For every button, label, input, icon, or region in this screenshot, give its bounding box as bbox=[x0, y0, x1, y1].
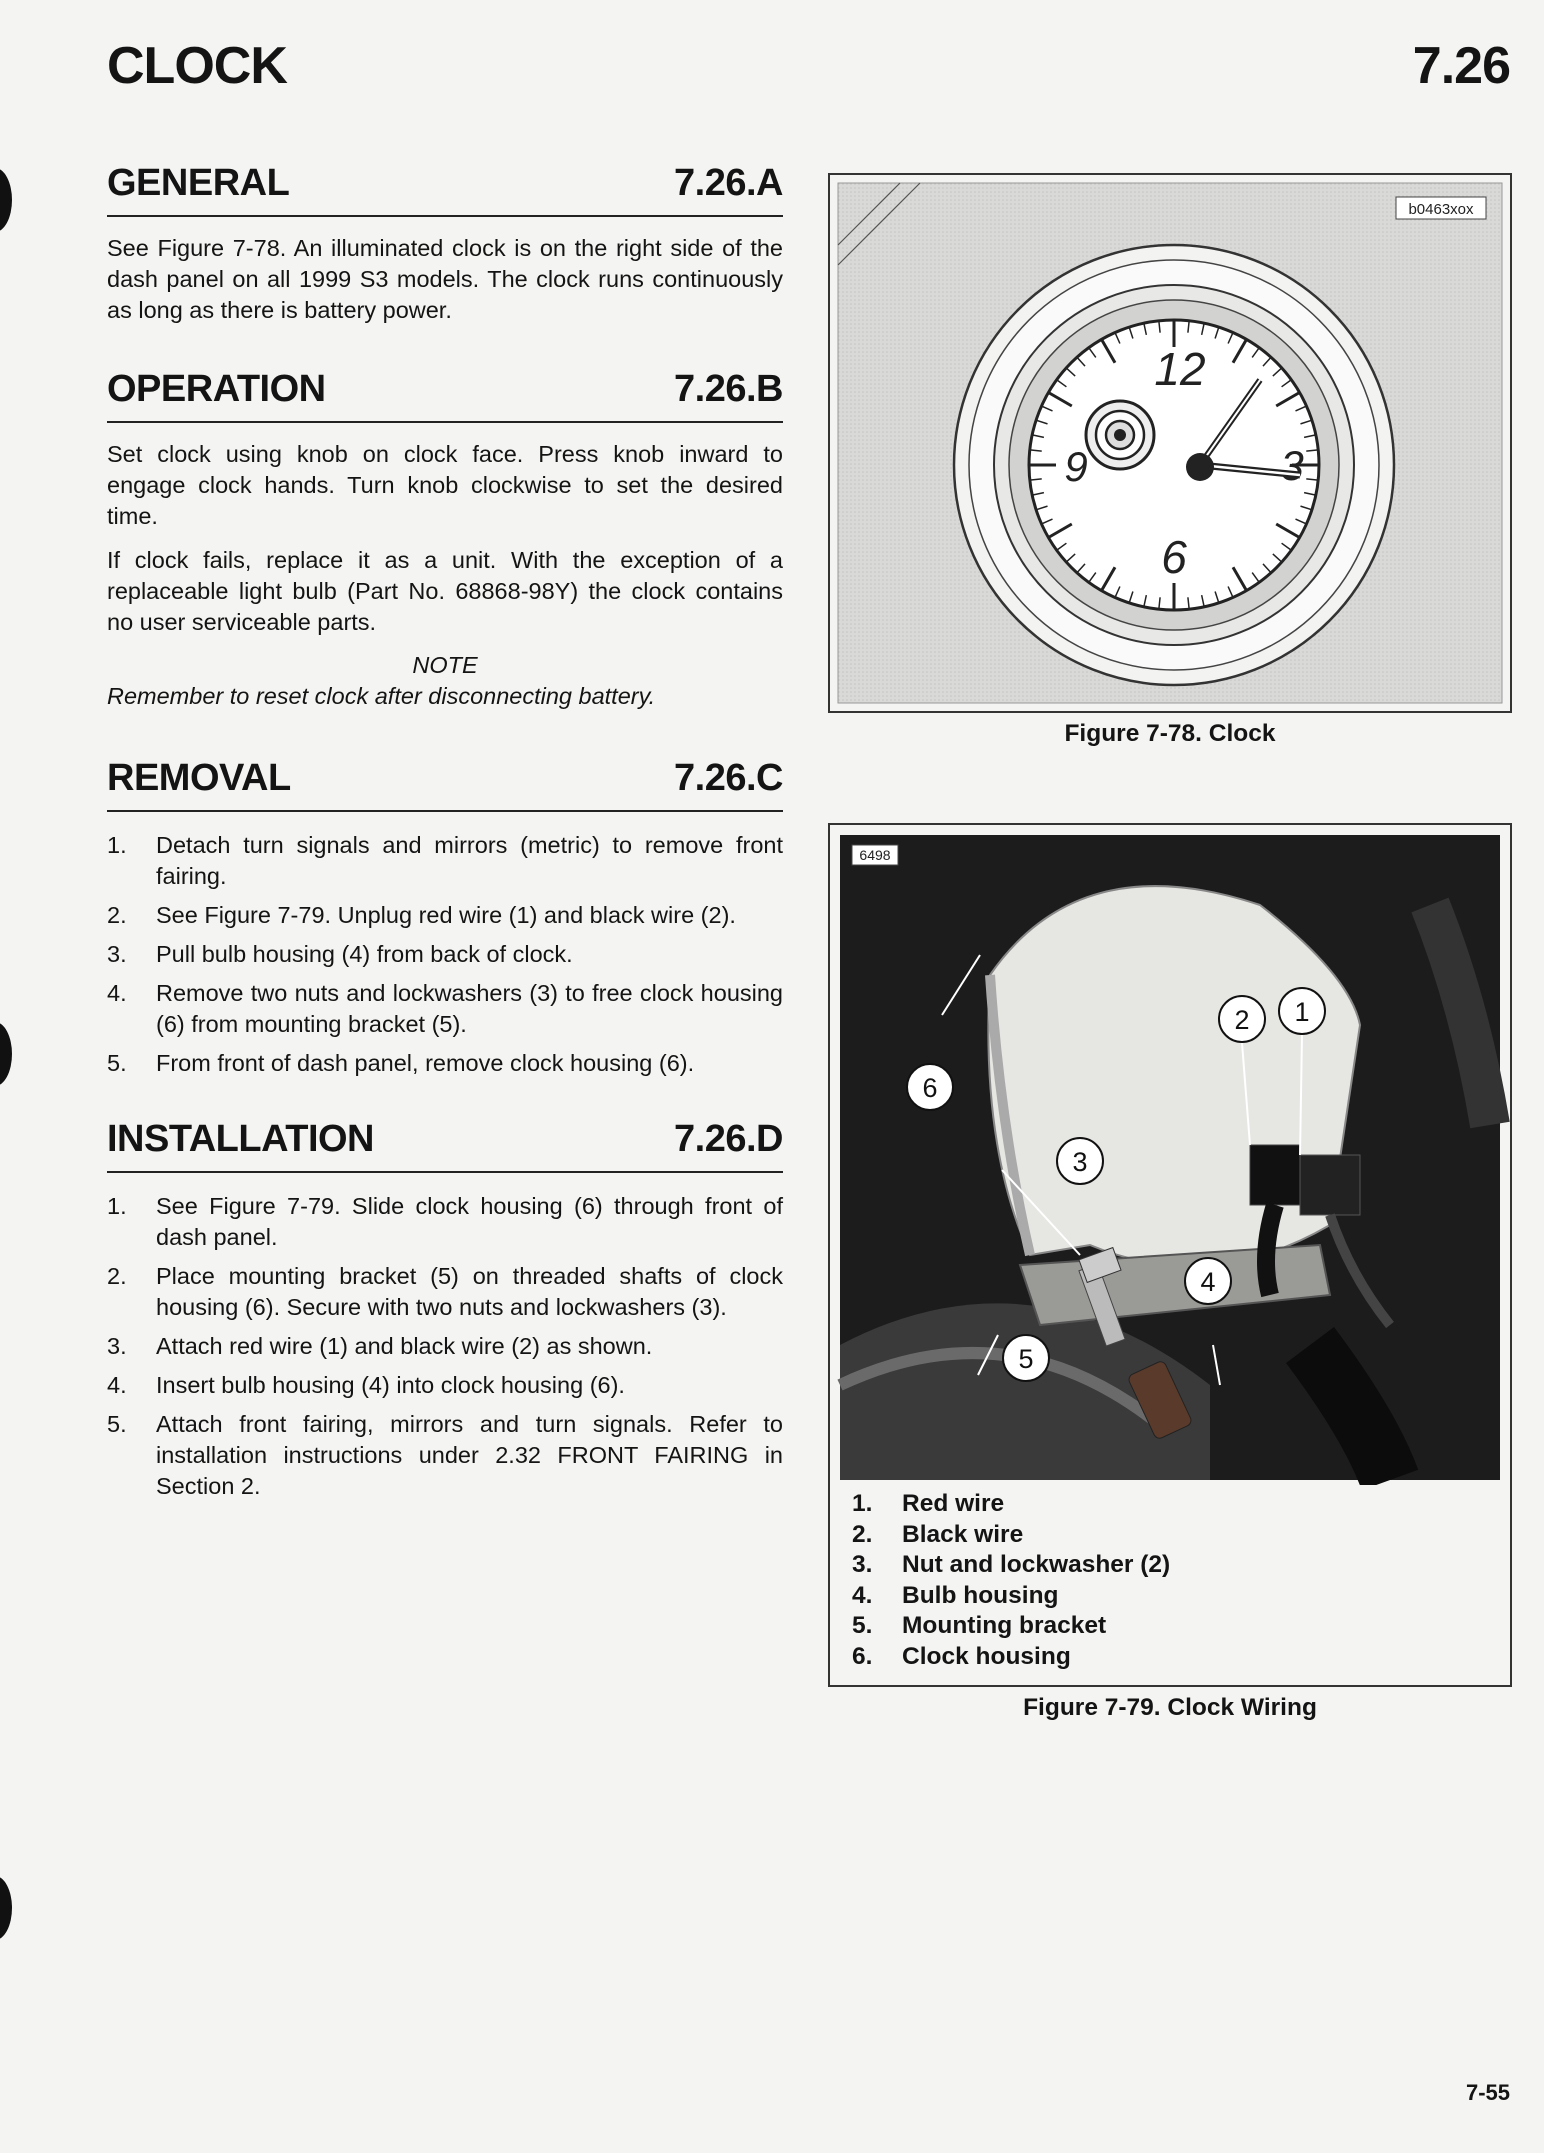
section-heading: GENERAL bbox=[107, 162, 290, 204]
figure-caption: Figure 7-79. Clock Wiring bbox=[1023, 1694, 1317, 1721]
step-text: Remove two nuts and lockwashers (3) to free clock housing (6) from mounting bracket (5). bbox=[156, 980, 783, 1037]
section-heading: REMOVAL bbox=[107, 757, 291, 799]
step-text: See Figure 7-79. Unplug red wire (1) and black wire (2). bbox=[156, 902, 736, 928]
callout-label: 5 bbox=[1018, 1344, 1034, 1374]
legend-item bbox=[852, 1581, 1492, 1612]
figure-legend bbox=[852, 1489, 1492, 1672]
note-title: NOTE bbox=[412, 652, 478, 678]
step-text: From front of dash panel, remove clock housing (6). bbox=[156, 1050, 695, 1076]
binder-hole bbox=[0, 1022, 12, 1086]
section-number: 7.26.C bbox=[674, 757, 783, 799]
legend-number: 5. bbox=[852, 1612, 873, 1639]
list-item bbox=[107, 1048, 783, 1079]
callout-label: 3 bbox=[1072, 1147, 1088, 1177]
step-number: 3. bbox=[107, 1333, 127, 1359]
callout-label: 1 bbox=[1294, 997, 1310, 1027]
step-text: Attach front fairing, mirrors and turn signals. Refer to installation instructions under 2.32 FRONT FAIRING in Section 2. bbox=[156, 1411, 783, 1499]
step-number: 5. bbox=[107, 1411, 127, 1437]
list-item bbox=[107, 1261, 783, 1323]
paragraph: If clock fails, replace it as a unit. With the exception of a replaceable light bulb (Part No. 68868-98Y) the clock contains no user serviceable parts. bbox=[107, 547, 783, 635]
step-text: Pull bulb housing (4) from back of clock. bbox=[156, 941, 573, 967]
hand-hub bbox=[1186, 453, 1214, 481]
figure-clock bbox=[828, 173, 1512, 713]
section-installation bbox=[107, 1118, 783, 1510]
legend-text: Clock housing bbox=[902, 1642, 1071, 1670]
section-heading: INSTALLATION bbox=[107, 1118, 374, 1160]
list-item bbox=[107, 1191, 783, 1253]
wire bbox=[1266, 1205, 1275, 1295]
section-number: 7.26.A bbox=[674, 162, 783, 204]
removal-steps bbox=[107, 830, 783, 1079]
legend-number: 1. bbox=[852, 1490, 873, 1517]
paragraph: Set clock using knob on clock face. Press knob inward to engage clock hands. Turn knob clockwise to set the desired time. bbox=[107, 441, 783, 529]
step-number: 1. bbox=[107, 832, 127, 858]
step-number: 4. bbox=[107, 980, 127, 1006]
callout-label: 4 bbox=[1200, 1267, 1216, 1297]
list-item bbox=[107, 900, 783, 931]
list-item bbox=[107, 939, 783, 970]
section-removal bbox=[107, 757, 783, 1087]
legend-text: Bulb housing bbox=[902, 1581, 1059, 1609]
section-header bbox=[107, 1118, 783, 1173]
section-header bbox=[107, 368, 783, 423]
callout-4 bbox=[1185, 1258, 1231, 1304]
step-number: 2. bbox=[107, 1263, 127, 1289]
step-number: 5. bbox=[107, 1050, 127, 1076]
note-text: Remember to reset clock after disconnecting battery. bbox=[107, 683, 656, 709]
legend-item bbox=[852, 1520, 1492, 1551]
dial-numeral: 3 bbox=[1280, 442, 1304, 489]
figure-clock-wiring bbox=[828, 823, 1512, 1687]
dial-numeral: 9 bbox=[1064, 443, 1088, 490]
step-number: 1. bbox=[107, 1193, 127, 1219]
list-item bbox=[107, 1331, 783, 1362]
step-text: See Figure 7-79. Slide clock housing (6) through front of dash panel. bbox=[156, 1193, 783, 1250]
black-wire-connector bbox=[1250, 1145, 1300, 1205]
section-general bbox=[107, 162, 783, 326]
installation-steps bbox=[107, 1191, 783, 1502]
figure-caption: Figure 7-78. Clock bbox=[1064, 720, 1276, 747]
legend-item bbox=[852, 1611, 1492, 1642]
legend-text: Nut and lockwasher (2) bbox=[902, 1551, 1171, 1578]
step-number: 4. bbox=[107, 1372, 127, 1398]
callout-3 bbox=[1057, 1138, 1103, 1184]
section-header bbox=[107, 757, 783, 812]
page-number: 7-55 bbox=[1465, 2080, 1510, 2105]
callout-1 bbox=[1279, 988, 1325, 1034]
step-text: Detach turn signals and mirrors (metric) to remove front fairing. bbox=[156, 832, 783, 889]
legend-number: 4. bbox=[852, 1581, 873, 1609]
section-heading: OPERATION bbox=[107, 368, 326, 410]
figure-tag: b0463xox bbox=[1408, 201, 1474, 218]
callout-2 bbox=[1219, 996, 1265, 1042]
list-item bbox=[107, 1409, 783, 1502]
section-number: 7.26.B bbox=[674, 368, 783, 410]
step-text: Attach red wire (1) and black wire (2) as shown. bbox=[156, 1333, 653, 1359]
step-number: 3. bbox=[107, 941, 127, 967]
step-number: 2. bbox=[107, 902, 127, 928]
callout-6 bbox=[907, 1064, 953, 1110]
list-item bbox=[107, 830, 783, 892]
callout-5 bbox=[1003, 1335, 1049, 1381]
dial-numeral: 12 bbox=[1154, 343, 1206, 395]
page-section-number: 7.26 bbox=[1412, 37, 1510, 95]
wiring-photo bbox=[830, 825, 1510, 1485]
legend-number: 6. bbox=[852, 1642, 873, 1670]
legend-text: Black wire bbox=[902, 1520, 1024, 1548]
legend-item bbox=[852, 1550, 1492, 1581]
red-wire-connector bbox=[1300, 1155, 1360, 1215]
set-knob bbox=[1086, 401, 1154, 469]
legend-number: 3. bbox=[852, 1551, 873, 1578]
legend-item bbox=[852, 1642, 1492, 1673]
legend-text: Red wire bbox=[902, 1490, 1005, 1517]
callout-label: 2 bbox=[1234, 1005, 1250, 1035]
binder-hole bbox=[0, 168, 12, 232]
list-item bbox=[107, 1370, 783, 1401]
legend-item bbox=[852, 1489, 1492, 1520]
binder-hole bbox=[0, 1876, 12, 1940]
section-header bbox=[107, 162, 783, 217]
step-text: Insert bulb housing (4) into clock housing (6). bbox=[156, 1372, 625, 1398]
legend-number: 2. bbox=[852, 1520, 873, 1548]
figure-tag: 6498 bbox=[859, 847, 891, 863]
legend-text: Mounting bracket bbox=[902, 1612, 1107, 1639]
clock-illustration bbox=[830, 175, 1510, 711]
paragraph: See Figure 7-78. An illuminated clock is on the right side of the dash panel on all 1999 S3 models. The clock runs continuously as long as there is battery power. bbox=[107, 235, 783, 323]
dial-numeral: 6 bbox=[1161, 531, 1187, 583]
list-item bbox=[107, 978, 783, 1040]
section-number: 7.26.D bbox=[674, 1118, 783, 1160]
step-text: Place mounting bracket (5) on threaded shafts of clock housing (6). Secure with two nuts and lockwashers (3). bbox=[156, 1263, 783, 1320]
page-title: CLOCK bbox=[107, 37, 287, 95]
section-operation bbox=[107, 368, 783, 712]
callout-label: 6 bbox=[922, 1073, 938, 1103]
